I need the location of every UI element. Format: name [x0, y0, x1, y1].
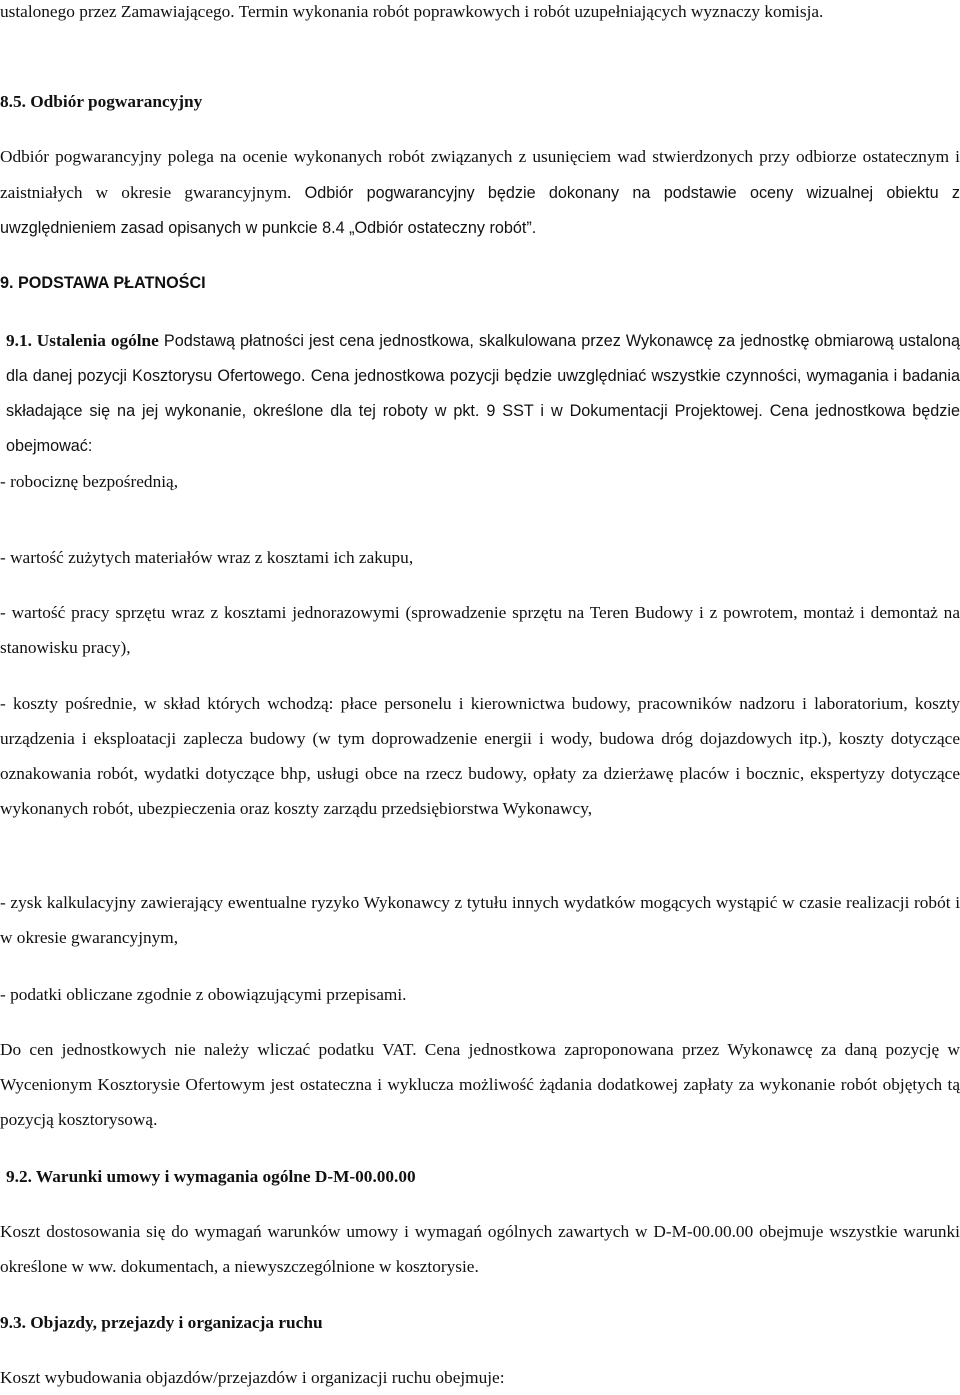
heading-8-5: 8.5. Odbiór pogwarancyjny — [0, 92, 203, 111]
list-item-podatki: - podatki obliczane zgodnie z obowiązującymi przepisami. — [0, 985, 407, 1004]
list-item-koszty-posrednie: - koszty pośrednie, w skład których wchodzą: płace personelu i kierownictwa budowy, pracowników nadzoru i laboratorium, koszty urządzenia i eksploatacji zaplecza budowy (w tym doprowadzenie energii i wody, budowa dróg dojazdowych itp.), koszty dotyczące oznakowania robót, wydatki dotyczące bhp, usługi obce na rzecz budowy, opłaty za dzierżawę placów i bocznic, ekspertyzy dotyczące wykonanych robót, ubezpieczenia oraz koszty zarządu przedsiębiorstwa Wykonawcy, — [0, 694, 960, 818]
paragraph-9-3: Koszt wybudowania objazdów/przejazdów i organizacji ruchu obejmuje: — [0, 1368, 505, 1387]
list-item-sprzet: - wartość pracy sprzętu wraz z kosztami jednorazowymi (sprowadzenie sprzętu na Teren Budowy i z powrotem, montaż i demontaż na stanowisku pracy), — [0, 603, 960, 657]
paragraph-vat: Do cen jednostkowych nie należy wliczać podatku VAT. Cena jednostkowa zaproponowana przez Wykonawcę za daną pozycję w Wycenionym Kosztorysie Ofertowym jest ostateczna i wyklucza możliwość żądania dodatkowej zapłaty za wykonanie robót objętych tą pozycją kosztorysową. — [0, 1040, 960, 1129]
paragraph-9-2: Koszt dostosowania się do wymagań warunków umowy i wymagań ogólnych zawartych w D-M-00.00.00 obejmuje wszystkie warunki określone w ww. dokumentach, a niewyszczególnione w kosztorysie. — [0, 1222, 960, 1276]
heading-9-2: 9.2. Warunki umowy i wymagania ogólne D-M-00.00.00 — [6, 1167, 416, 1186]
heading-9-podstawa-platnosci: 9. PODSTAWA PŁATNOŚCI — [0, 274, 206, 292]
paragraph-9-1: 9.1. Ustalenia ogólne Podstawą płatności jest cena jednostkowa, skalkulowana przez Wykonawcę za jednostkę obmiarową ustaloną dla danej pozycji Kosztorysu Ofertowego. Cena jednostkowa pozycji będzie uwzględniać wszystkie czynności, wymagania i badania składające się na jej wykonanie, określone dla tej roboty w pkt. 9 SST i w Dokumentacji Projektowej. Cena jednostkowa będzie obejmować: — [6, 331, 960, 455]
list-item-materialy: - wartość zużytych materiałów wraz z kosztami ich zakupu, — [0, 548, 414, 567]
paragraph-odbior-pogwarancyjny: Odbiór pogwarancyjny polega na ocenie wykonanych robót związanych z usunięciem wad stwierdzonych przy odbiorze ostatecznym i zaistniałych w okresie gwarancyjnym. Odbiór pogwarancyjny będzie dokonany na podstawie oceny wizualnej obiektu z uwzględnieniem zasad opisanych w punkcie 8.4 „Odbiór ostateczny robót”. — [0, 147, 960, 237]
list-item-zysk: - zysk kalkulacyjny zawierający ewentualne ryzyko Wykonawcy z tytułu innych wydatków mogących wystąpić w czasie realizacji robót i w okresie gwarancyjnym, — [0, 893, 960, 947]
heading-9-3: 9.3. Objazdy, przejazdy i organizacja ruchu — [0, 1313, 323, 1332]
list-item-robocizna: - robociznę bezpośrednią, — [0, 472, 179, 491]
paragraph-continuation: ustalonego przez Zamawiającego. Termin wykonania robót poprawkowych i robót uzupełniających wyznaczy komisja. — [0, 2, 824, 21]
